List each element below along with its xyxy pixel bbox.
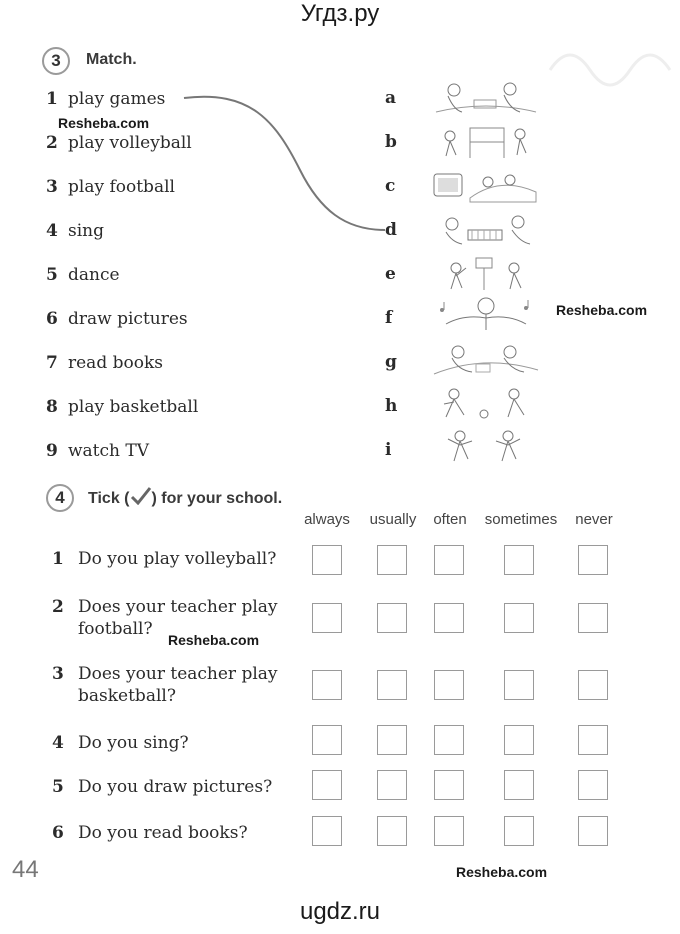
column-header-always: always	[304, 511, 350, 528]
tick-box-never[interactable]	[578, 725, 608, 755]
tick-box-sometimes[interactable]	[504, 770, 534, 800]
tick-box-often[interactable]	[434, 816, 464, 846]
tick-box-always[interactable]	[312, 816, 342, 846]
match-item: 2 play volleyball	[46, 133, 192, 153]
exercise-4-number: 4	[46, 484, 74, 512]
match-letter: h	[385, 396, 398, 416]
site-footer: ugdz.ru	[299, 898, 381, 925]
tick-box-always[interactable]	[312, 725, 342, 755]
tick-box-sometimes[interactable]	[504, 603, 534, 633]
watermark: Resheba.com	[58, 115, 150, 131]
site-header: Угдз.ру	[300, 0, 380, 27]
tick-box-never[interactable]	[578, 545, 608, 575]
illustration-h-football	[430, 386, 542, 422]
question-row: 5 Do you draw pictures?	[52, 777, 273, 797]
tick-box-sometimes[interactable]	[504, 670, 534, 700]
tick-box-sometimes[interactable]	[504, 816, 534, 846]
tick-box-never[interactable]	[578, 770, 608, 800]
tick-box-always[interactable]	[312, 770, 342, 800]
question-row: 6 Do you read books?	[52, 823, 248, 843]
watermark: Resheba.com	[556, 302, 648, 318]
column-header-sometimes: sometimes	[484, 511, 558, 528]
watermark: Resheba.com	[168, 632, 260, 648]
match-item: 9 watch TV	[46, 441, 150, 461]
bleed-through-decoration	[540, 30, 680, 90]
illustration-a-kids-games	[430, 80, 542, 116]
column-header-never: never	[575, 511, 613, 528]
illustration-c-watch-tv	[430, 168, 542, 204]
match-item: 4 sing	[46, 221, 104, 241]
tick-box-often[interactable]	[434, 670, 464, 700]
tick-box-usually[interactable]	[377, 670, 407, 700]
exercise-4-title: Tick ( ) for your school.	[88, 487, 282, 508]
match-line	[180, 90, 390, 240]
match-letter: b	[385, 132, 397, 152]
tick-box-sometimes[interactable]	[504, 725, 534, 755]
tick-box-often[interactable]	[434, 603, 464, 633]
watermark: Resheba.com	[456, 864, 548, 880]
tick-box-often[interactable]	[434, 725, 464, 755]
column-header-usually: usually	[369, 511, 417, 528]
tick-box-often[interactable]	[434, 770, 464, 800]
match-letter: e	[385, 264, 396, 284]
illustration-d-board-game	[430, 212, 542, 248]
tick-box-usually[interactable]	[377, 816, 407, 846]
match-item: 5 dance	[46, 265, 120, 285]
question-row: 2 Does your teacher play football?	[52, 597, 278, 639]
question-row: 3 Does your teacher play basketball?	[52, 664, 278, 706]
tick-box-always[interactable]	[312, 545, 342, 575]
illustration-b-volleyball	[430, 124, 542, 160]
match-item: 8 play basketball	[46, 397, 199, 417]
question-row: 1 Do you play volleyball?	[52, 549, 277, 569]
match-item: 1 play games	[46, 89, 166, 109]
exercise-3-number: 3	[42, 47, 70, 75]
tick-box-often[interactable]	[434, 545, 464, 575]
tick-box-never[interactable]	[578, 816, 608, 846]
match-letter: g	[385, 352, 397, 372]
match-letter: d	[385, 220, 397, 240]
illustration-i-dance	[430, 428, 542, 464]
illustration-e-basketball	[430, 256, 542, 292]
tick-box-never[interactable]	[578, 603, 608, 633]
illustration-f-sing	[430, 296, 542, 332]
tick-box-never[interactable]	[578, 670, 608, 700]
illustration-g-draw	[430, 342, 542, 378]
tick-box-usually[interactable]	[377, 545, 407, 575]
tick-box-sometimes[interactable]	[504, 545, 534, 575]
tick-box-usually[interactable]	[377, 603, 407, 633]
question-row: 4 Do you sing?	[52, 733, 189, 753]
match-item: 3 play football	[46, 177, 175, 197]
page-number: 44	[12, 856, 39, 883]
checkmark-icon	[130, 487, 152, 505]
tick-box-always[interactable]	[312, 603, 342, 633]
match-letter: a	[385, 88, 397, 108]
match-letter: c	[385, 176, 396, 196]
exercise-3-title: Match.	[86, 51, 137, 68]
match-letter: f	[385, 308, 393, 328]
tick-box-usually[interactable]	[377, 725, 407, 755]
tick-box-usually[interactable]	[377, 770, 407, 800]
match-item: 6 draw pictures	[46, 309, 188, 329]
tick-box-always[interactable]	[312, 670, 342, 700]
match-letter: i	[385, 440, 392, 460]
column-header-often: often	[433, 511, 467, 528]
match-item: 7 read books	[46, 353, 163, 373]
